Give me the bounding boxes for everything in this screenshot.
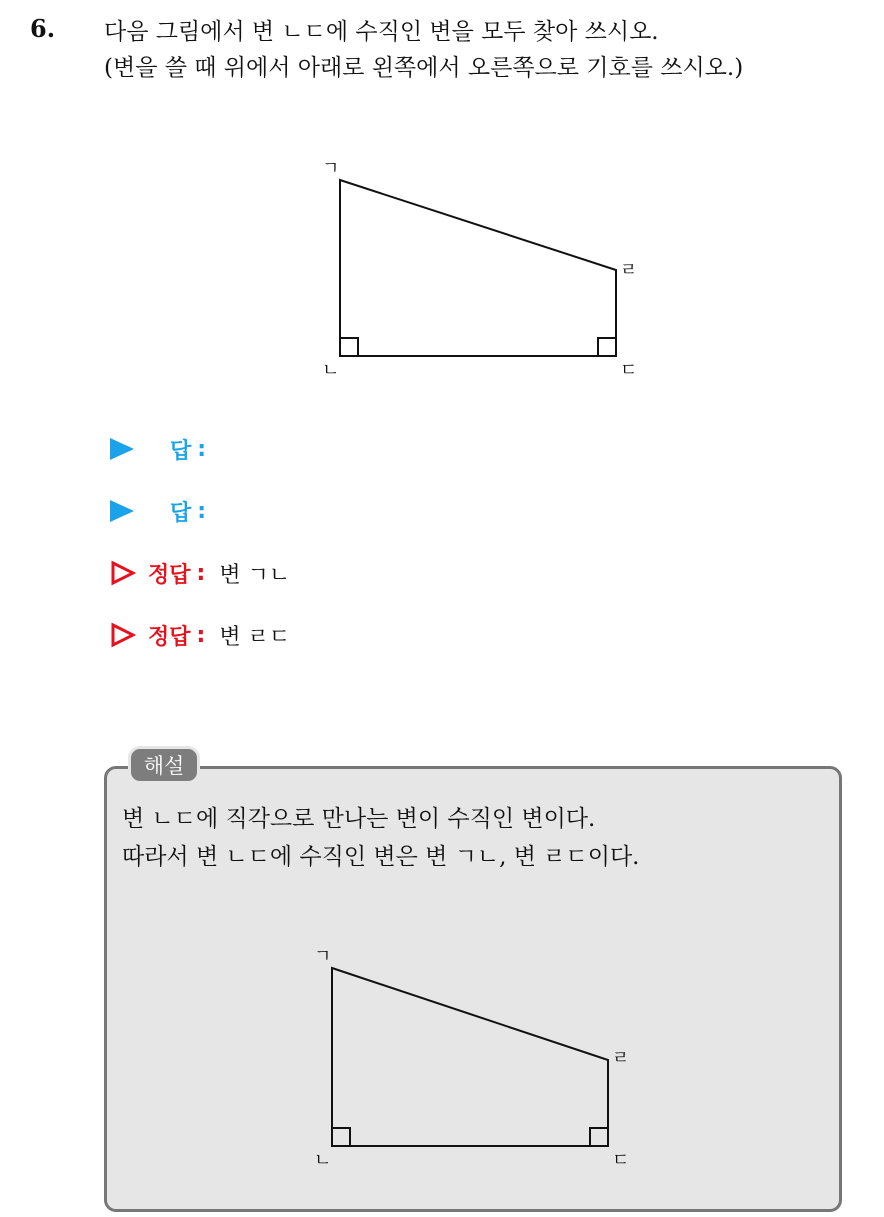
trapezoid-outline — [332, 968, 608, 1146]
correct-answer-label: 정답 — [148, 562, 191, 588]
correct-answer-row-1 — [110, 556, 290, 590]
right-angle-mark-d — [590, 1128, 608, 1146]
question-line-2: (변을 쓸 때 위에서 아래로 왼쪽에서 오른쪽으로 기호를 쓰시오.) — [104, 55, 744, 81]
correct-answer-colon: : — [196, 622, 206, 648]
trapezoid-outline — [340, 180, 616, 356]
explanation-trapezoid-figure — [292, 938, 652, 1178]
play-marker-icon — [110, 438, 134, 460]
right-angle-mark-n — [332, 1128, 350, 1146]
outline-play-marker-icon — [110, 622, 136, 648]
vertex-label-g: ㄱ — [322, 158, 340, 179]
vertex-label-n: ㄴ — [314, 1150, 332, 1171]
question-line-1: 다음 그림에서 변 ㄴㄷ에 수직인 변을 모두 찾아 쓰시오. — [104, 19, 659, 45]
correct-answer-value: 변 ㄹㄷ — [219, 624, 291, 650]
trapezoid-figure — [300, 150, 660, 390]
vertex-label-r: ㄹ — [620, 260, 638, 281]
outline-play-marker-icon — [110, 560, 136, 586]
play-marker-icon — [110, 500, 134, 522]
answer-row-2 — [110, 494, 206, 528]
answer-row-1 — [110, 432, 206, 466]
question-number: 6. — [30, 14, 56, 43]
answer-colon: : — [197, 436, 207, 462]
right-angle-mark-n — [340, 338, 358, 356]
answer-label: 답 — [170, 500, 192, 526]
explanation-line-2: 따라서 변 ㄴㄷ에 수직인 변은 변 ㄱㄴ, 변 ㄹㄷ이다. — [122, 844, 640, 870]
correct-answer-colon: : — [196, 560, 206, 586]
vertex-label-n: ㄴ — [322, 360, 340, 381]
vertex-label-g: ㄱ — [314, 946, 332, 967]
vertex-label-d: ㄷ — [620, 360, 638, 381]
correct-answer-row-2 — [110, 618, 290, 652]
right-angle-mark-d — [598, 338, 616, 356]
vertex-label-r: ㄹ — [612, 1048, 630, 1069]
answer-label: 답 — [170, 438, 192, 464]
explanation-tab: 해설 — [128, 746, 200, 784]
answer-colon: : — [197, 498, 207, 524]
correct-answer-label: 정답 — [148, 624, 191, 650]
question-text — [104, 14, 743, 86]
explanation-text — [122, 800, 639, 876]
explanation-line-1: 변 ㄴㄷ에 직각으로 만나는 변이 수직인 변이다. — [122, 806, 596, 832]
correct-answer-value: 변 ㄱㄴ — [219, 562, 291, 588]
vertex-label-d: ㄷ — [612, 1150, 630, 1171]
